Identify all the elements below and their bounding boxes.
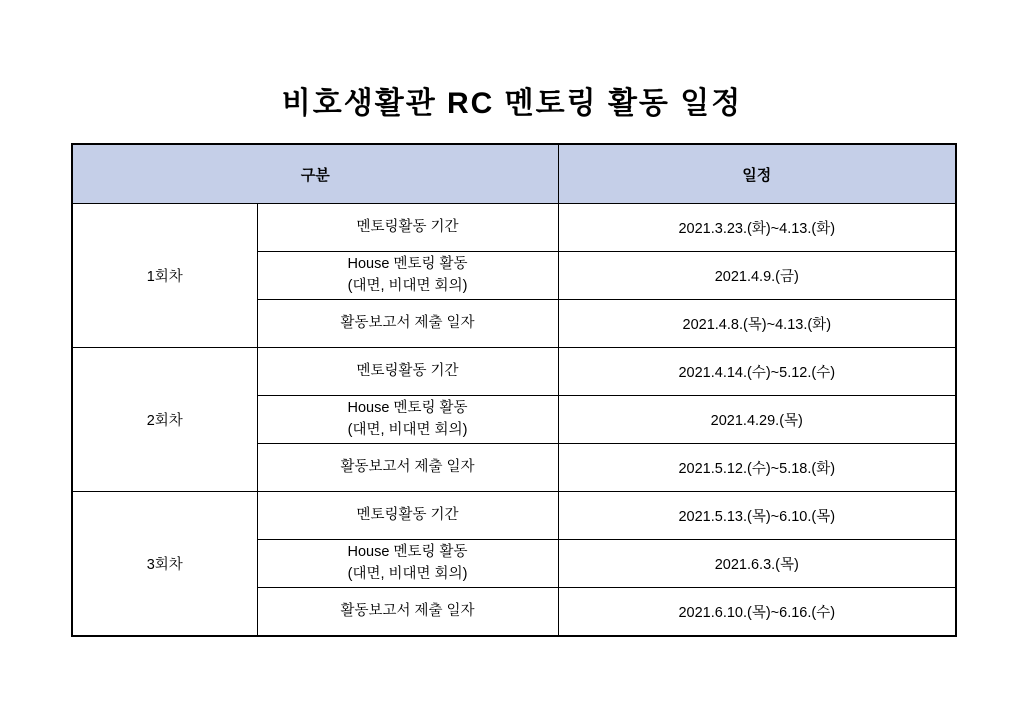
- item-label: 멘토링활동 기간: [257, 492, 558, 540]
- item-label: 멘토링활동 기간: [257, 204, 558, 252]
- table-header-row: [72, 144, 956, 204]
- item-date: 2021.4.14.(수)~5.12.(수): [558, 348, 956, 396]
- item-label-line2: (대면, 비대면 회의): [347, 565, 468, 582]
- table-row: [72, 204, 956, 252]
- item-label: [257, 396, 558, 444]
- item-label-line2: (대면, 비대면 회의): [347, 421, 468, 438]
- item-date: 2021.4.29.(목): [558, 396, 956, 444]
- page-title: 비호생활관 RC 멘토링 활동 일정: [281, 87, 743, 120]
- table-header: [72, 144, 956, 204]
- table-row: [72, 492, 956, 540]
- item-label: 활동보고서 제출 일자: [257, 444, 558, 492]
- item-label: [257, 252, 558, 300]
- item-date: 2021.3.23.(화)~4.13.(화): [558, 204, 956, 252]
- item-date: 2021.5.12.(수)~5.18.(화): [558, 444, 956, 492]
- item-date: 2021.4.8.(목)~4.13.(화): [558, 300, 956, 348]
- item-label: 활동보고서 제출 일자: [257, 300, 558, 348]
- item-label: 활동보고서 제출 일자: [257, 588, 558, 637]
- item-label-line1: House 멘토링 활동: [347, 399, 468, 416]
- item-date: 2021.5.13.(목)~6.10.(목): [558, 492, 956, 540]
- round-label-2: 2회차: [72, 348, 257, 492]
- column-header-schedule: 일정: [558, 144, 956, 204]
- table-row: [72, 348, 956, 396]
- item-label: 멘토링활동 기간: [257, 348, 558, 396]
- column-header-category: 구분: [72, 144, 558, 204]
- item-date: 2021.4.9.(금): [558, 252, 956, 300]
- item-date: 2021.6.10.(목)~6.16.(수): [558, 588, 956, 637]
- item-label: [257, 540, 558, 588]
- item-label-line1: House 멘토링 활동: [347, 255, 468, 272]
- schedule-table-container: [71, 143, 955, 637]
- schedule-table: [71, 143, 957, 637]
- item-label-line1: House 멘토링 활동: [347, 543, 468, 560]
- item-label-line2: (대면, 비대면 회의): [347, 277, 468, 294]
- round-label-1: 1회차: [72, 204, 257, 348]
- round-label-3: 3회차: [72, 492, 257, 637]
- table-body: [72, 204, 956, 637]
- item-date: 2021.6.3.(목): [558, 540, 956, 588]
